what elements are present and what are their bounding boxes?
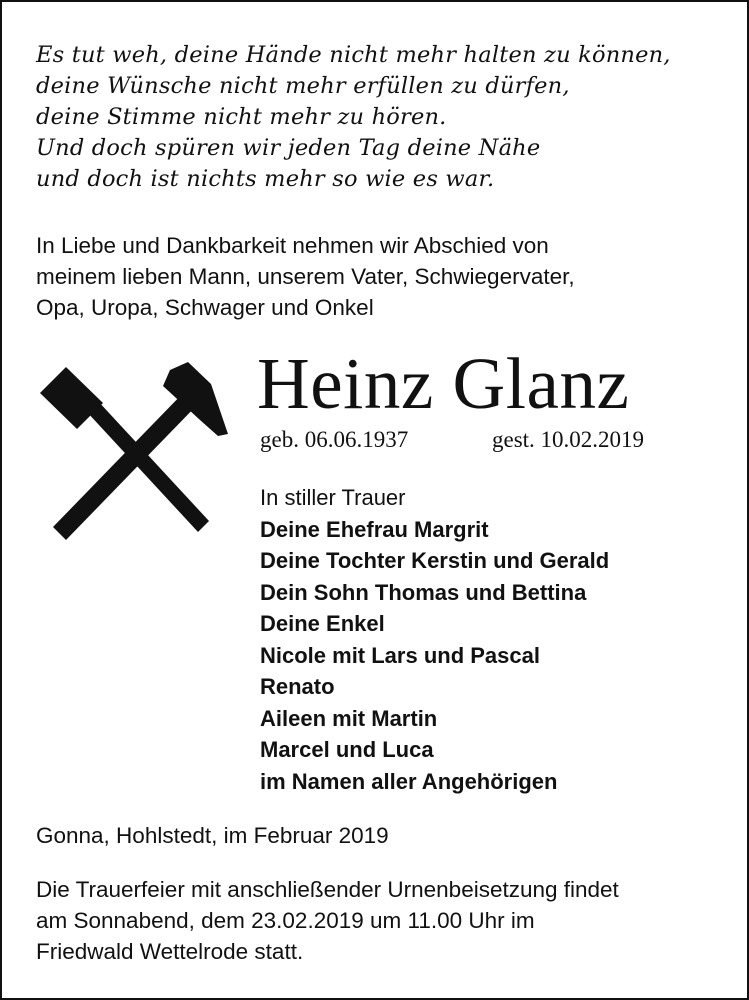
deceased-name: Heinz Glanz: [257, 343, 630, 424]
intro-line: In Liebe und Dankbarkeit nehmen wir Abschied von: [36, 233, 549, 258]
death-date: gest. 10.02.2019: [492, 427, 645, 452]
mourners-list: [260, 482, 609, 797]
intro-line: meinem lieben Mann, unserem Vater, Schwiegervater,: [36, 264, 575, 289]
mourner-entry: Deine Enkel: [260, 611, 385, 636]
ceremony-line: Die Trauerfeier mit anschließender Urnenbeisetzung findet: [36, 877, 619, 902]
hammer-head: [40, 367, 103, 429]
birth-date: geb. 06.06.1937: [260, 427, 409, 452]
poem-line: deine Wünsche nicht mehr erfüllen zu dürfen,: [36, 73, 570, 99]
mourner-entry: Deine Tochter Kerstin und Gerald: [260, 548, 610, 573]
ceremony-line: am Sonnabend, dem 23.02.2019 um 11.00 Uhr im: [36, 908, 535, 933]
mourner-entry: Dein Sohn Thomas und Bettina: [260, 579, 587, 605]
intro-line: Opa, Uropa, Schwager und Onkel: [36, 295, 374, 320]
mourner-entry: Nicole mit Lars und Pascal: [260, 642, 540, 668]
ceremony-info: [36, 874, 619, 967]
hammer-and-pick-icon: [40, 362, 230, 552]
mourner-entry: im Namen aller Angehörigen: [260, 768, 558, 794]
mourner-entry: Renato: [260, 674, 335, 699]
mourner-entry: Aileen mit Martin: [260, 705, 438, 731]
poem-line: und doch ist nichts mehr so wie es war.: [36, 166, 495, 192]
poem-line: Es tut weh, deine Hände nicht mehr halten zu können,: [36, 42, 671, 68]
memorial-poem: [36, 40, 671, 195]
place-and-date: Gonna, Hohlstedt, im Februar 2019: [36, 823, 389, 848]
mourners-heading: In stiller Trauer: [260, 485, 406, 510]
poem-line: Und doch spüren wir jeden Tag deine Nähe: [36, 135, 541, 161]
poem-line: deine Stimme nicht mehr zu hören.: [36, 104, 447, 130]
mourner-entry: Deine Ehefrau Margrit: [260, 516, 489, 542]
ceremony-line: Friedwald Wettelrode statt.: [36, 939, 304, 964]
mourner-entry: Marcel und Luca: [260, 737, 434, 762]
farewell-intro: [36, 230, 575, 323]
